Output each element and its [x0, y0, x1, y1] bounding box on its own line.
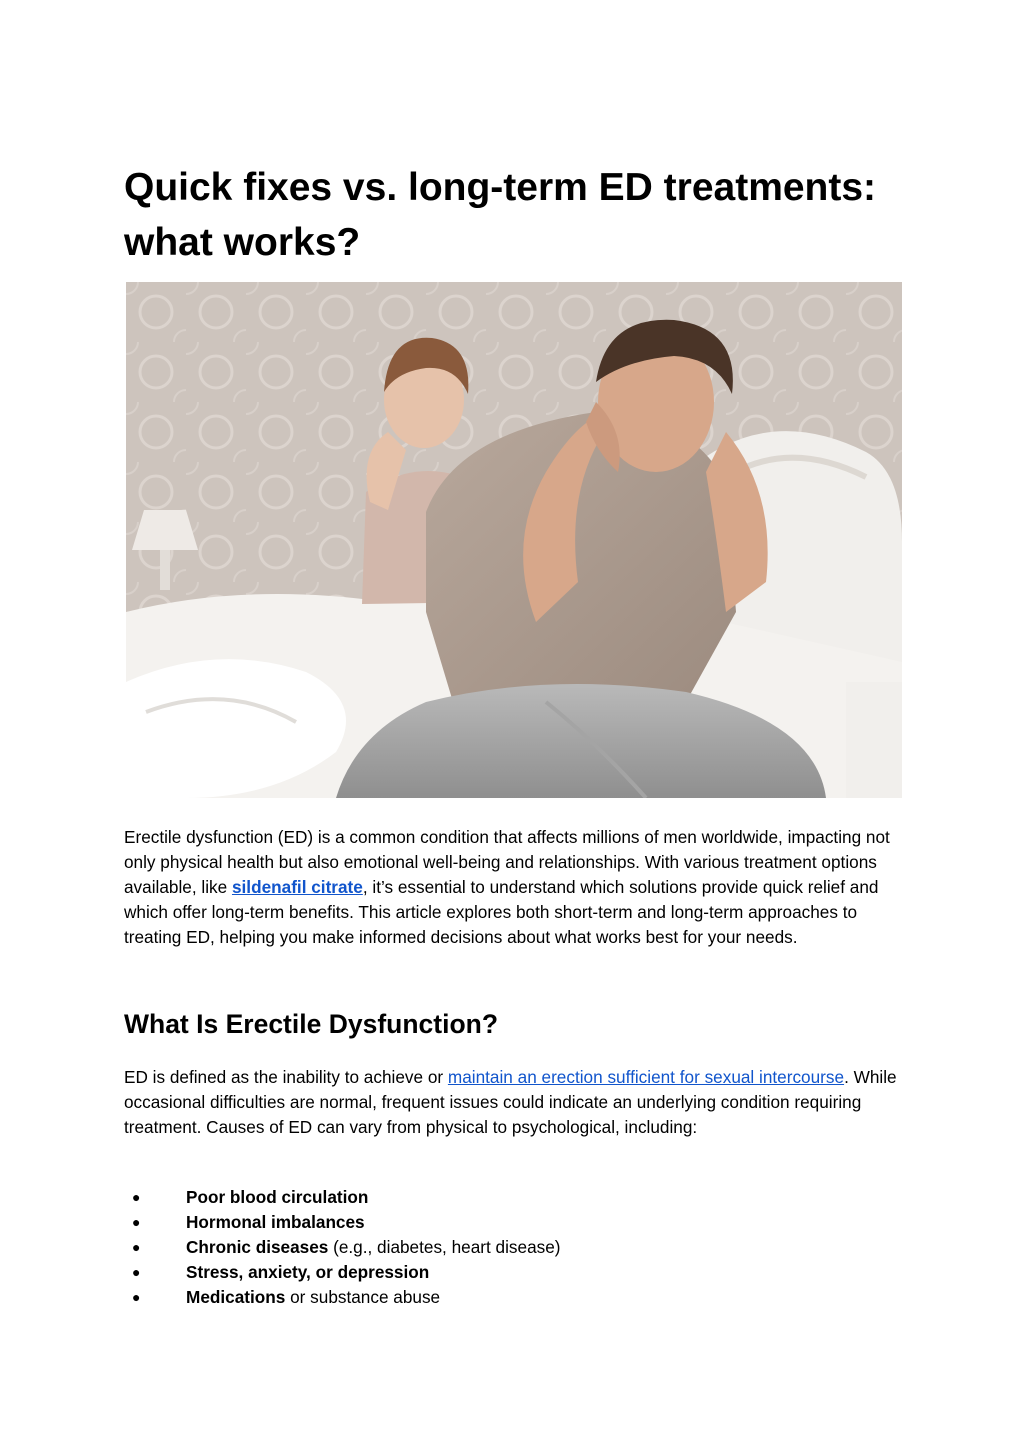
- bullet-icon: ●: [132, 1239, 141, 1255]
- definition-paragraph: [124, 1065, 914, 1140]
- cause-rest: (e.g., diabetes, heart disease): [328, 1237, 561, 1257]
- cause-bold: Chronic diseases: [186, 1237, 329, 1257]
- intro-text-end: , it’s essential to understand which solutions provide quick relief and which offer long-term benefits. This article explores both short-term and long-term approaches to treating ED, helping you make informed decisions about what works best for your needs.: [124, 877, 879, 947]
- intro-text-start: Erectile dysfunction (ED) is a common condition that affects millions of men worldwide, impacting not only physical health but also emotional well-being and relationships. With various treatment options available, like: [124, 827, 890, 897]
- list-item: [124, 1260, 914, 1285]
- intro-paragraph: [124, 825, 914, 950]
- bullet-icon: ●: [132, 1214, 141, 1230]
- cause-bold: Poor blood circulation: [186, 1187, 369, 1207]
- cause-bold: Stress, anxiety, or depression: [186, 1262, 430, 1282]
- definition-text-start: ED is defined as the inability to achieve or: [124, 1067, 448, 1087]
- list-item: [124, 1210, 914, 1235]
- erection-definition-link[interactable]: maintain an erection sufficient for sexual intercourse: [447, 1067, 845, 1087]
- cause-rest: or substance abuse: [285, 1287, 441, 1307]
- article-title: Quick fixes vs. long-term ED treatments: what works?: [124, 166, 877, 264]
- section-heading: What Is Erectile Dysfunction?: [124, 1009, 499, 1039]
- causes-list: [124, 1185, 914, 1310]
- sildenafil-citrate-link[interactable]: sildenafil citrate: [231, 877, 363, 897]
- cause-bold: Medications: [186, 1287, 286, 1307]
- list-item: [124, 1235, 914, 1260]
- definition-text-end: . While occasional difficulties are normal, frequent issues could indicate an underlying condition requiring treatment. Causes of ED can vary from physical to psychological, including:: [124, 1067, 897, 1137]
- list-item: [124, 1285, 914, 1310]
- photo-illustration: [126, 282, 902, 798]
- hero-photo: [126, 282, 902, 798]
- list-item: [124, 1185, 914, 1210]
- bullet-icon: ●: [132, 1289, 141, 1305]
- bullet-icon: ●: [132, 1264, 141, 1280]
- bullet-icon: ●: [132, 1189, 141, 1205]
- cause-bold: Hormonal imbalances: [186, 1212, 365, 1232]
